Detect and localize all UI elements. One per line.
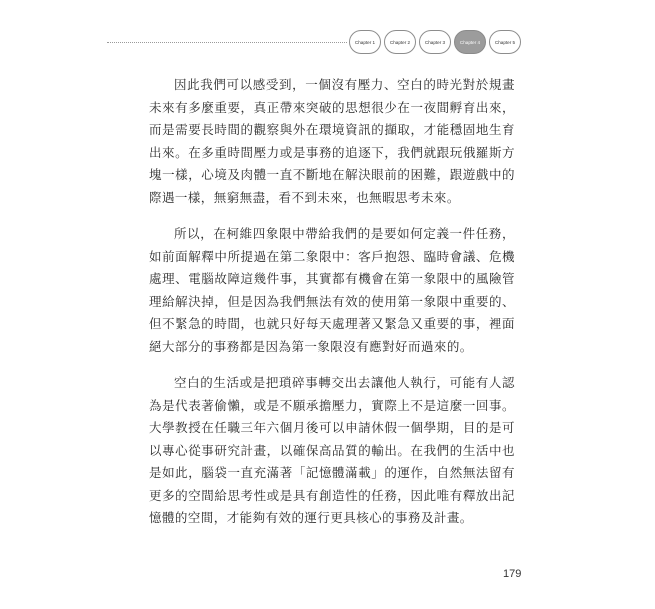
paragraph-3: 空白的生活或是把瑣碎事轉交出去讓他人執行，可能有人認為是代表著偷懶，或是不願承擔壓力，實際上不是這麼一回事。大學教授在任職三年六個月後可以申請休假一個學期，目的是可以專心從事研究計畫，以確保高品質的輸出。在我們的生活中也是如此，腦袋一直充滿著「記憶體滿載」的運作，自然無法留有更多的空間給思考性或是具有創造性的任務，因此唯有釋放出記憶體的空間，才能夠有效的運行更具核心的事務及計畫。: [149, 375, 515, 525]
header-dotted-rule: [107, 42, 347, 43]
page-number: 179: [503, 568, 522, 580]
chapter-tab-1: Chapter 1: [349, 30, 381, 54]
body-text: [149, 74, 515, 544]
chapter-tabs: [349, 30, 521, 56]
chapter-tab-4: Chapter 4: [454, 30, 486, 54]
paragraph-1: 因此我們可以感受到，一個沒有壓力、空白的時光對於規畫未來有多麼重要，真正帶來突破的思想很少在一夜間孵育出來，而是需要長時間的觀察與外在環境資訊的擷取，才能穩固地生育出來。在多重時間壓力或是事務的追逐下，我們就跟玩俄羅斯方塊一樣，心境及肉體一直不斷地在解決眼前的困難，跟遊戲中的際遇一樣，無窮無盡，看不到未來，也無暇思考未來。: [149, 77, 515, 205]
chapter-tab-3: Chapter 3: [419, 30, 451, 54]
chapter-tab-2: Chapter 2: [384, 30, 416, 54]
paragraph-2: 所以，在柯維四象限中帶給我們的是要如何定義一件任務，如前面解釋中所提過在第二象限中：客戶抱怨、臨時會議、危機處理、電腦故障這幾件事，其實都有機會在第一象限中的風險管理給解決掉，但是因為我們無法有效的使用第一象限中重要的、但不緊急的時間，也就只好每天處理著又緊急又重要的事，裡面絕大部分的事務都是因為第一象限沒有應對好而過來的。: [149, 226, 515, 354]
chapter-tab-5: Chapter 5: [489, 30, 521, 54]
